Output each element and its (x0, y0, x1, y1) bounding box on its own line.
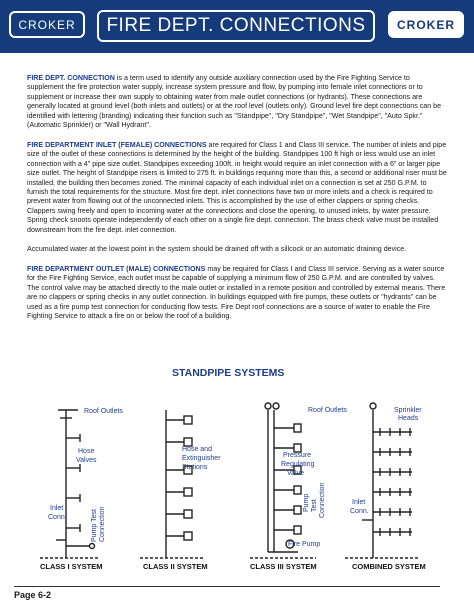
term-fire-dept-connection: FIRE DEPT. CONNECTION (27, 74, 115, 82)
label-fire-pump: Fire Pump (288, 541, 321, 548)
label-pump-test-2-line1: Pump (303, 493, 310, 512)
paragraph-text: Accumulated water at the lowest point in the system should be drained off with a sillcock or an automatic draining device. (27, 245, 407, 254)
class-2-schematic (140, 410, 205, 558)
caption-class-2: CLASS II SYSTEM (143, 562, 208, 571)
label-hose-ext-line1: Hose and (182, 446, 212, 453)
label-roof-outlets-2: Roof Outlets (308, 407, 347, 414)
caption-class-3: CLASS III SYSTEM (250, 562, 317, 571)
label-pump-test-1-line2: Connection (99, 506, 106, 542)
paragraph-drain (27, 245, 447, 254)
body-text (27, 74, 447, 331)
term-outlet-connections: FIRE DEPARTMENT OUTLET (MALE) CONNECTIONS (27, 264, 206, 273)
label-inlet-conn-2-line1: Inlet (352, 499, 366, 506)
paragraph-text: is a term used to identify any outside auxiliary connection used by the Fire Fighting Service to supplement the fire protection water supply, increase system pressure and flow, by pumping into female inlet connections or to supplement or increase their own supply to obtaining water from male outlet connections (or hydrants). These connections are generally located at ground level (both inlets and outlets) or at the roof level (outlets only). Ground level fire dept connections can be identified with lettering (branding) indicating their function such as "Standpipe", "Dry Standpipe", "Wet Standpipe", "Auto Spkr." (Automatic Sprinkler) or "Wall Hydrant". (27, 74, 442, 130)
caption-class-1: CLASS I SYSTEM (40, 562, 103, 571)
label-pump-test-2-line3: Connection (319, 482, 326, 518)
diagram-title: STANDPIPE SYSTEMS (172, 367, 285, 379)
label-hose-ext-line3: Stations (182, 464, 208, 471)
label-inlet-conn-1-line1: Inlet (50, 505, 64, 512)
label-pump-test-1-line1: Pump Test (91, 509, 98, 542)
label-prv-line1: Pressure (283, 452, 312, 459)
label-sprinkler-heads-line1: Sprinkler (394, 407, 422, 414)
paragraph-text: may be required for Class I and Class III service. Serving as a water source for the Fire Fighting Service, each outlet must be capable of supplying a minimum flow of 250 G.P.M. and are controlled by valves. The control valve may be attached directly to the male outlet or installed in a remote position and controlled by external means. There are no clappers or spring checks in any outlet connection. In buildings equipped with fire pumps, these outlets or "hydrants" can be used as a fire pump test connection for conducting flow tests. Fire Dept roof connections are a source of water to enable the Fire Fighting Service to attack a fire on or below the roof of a building. (27, 264, 446, 320)
combined-schematic (345, 403, 420, 558)
page-header (0, 0, 474, 53)
paragraph-text: are required for Class 1 and Class III service. The number of inlets and pipe size of the outlet of these connections is determined by the height of the building. Standpipes 100 ft high or less would use an inlet connection with a 4" pipe size outlet. Standpipes exceeding 100ft. in height would require an inlet connection with a 6" or larger pipe size outlet. The height of Standpipe risers is limited to 275 ft. in buildings requiring more than this, a second or additional riser must be installed, the building then becomes zoned. The minimal capacity of each individual inlet on a connection is set at 250 G.P.M. to furnish the total requirements for the structure. Most fire dept. inlet connections have two or more inlets and a check is required to prevent water from flowing out of the unconnected inlets. This is accomplished by the use of either clappers or spring checks. Clappers swing freely and open to incoming water at the connections and close the opening, to unused inlets, by water pressure. Spring check snoots operate independently of each other on a single fire dept. connection. The brass check valve must be installed downstream from the fire dept. inlet connection. (27, 140, 447, 234)
class-3-schematic (250, 403, 316, 558)
label-roof-outlets-1: Roof Outlets (84, 408, 123, 415)
label-sprinkler-heads-line2: Heads (398, 415, 419, 422)
paragraph-outlet-connections (27, 265, 447, 322)
label-hose-valves-line2: Valves (76, 457, 97, 464)
croker-logo-left (9, 11, 85, 38)
label-inlet-conn-2-line2: Conn. (350, 508, 369, 515)
paragraph-fire-dept-connection (27, 74, 447, 131)
label-inlet-conn-1-line2: Conn. (48, 514, 67, 521)
label-pump-test-2-line2: Test (311, 499, 318, 512)
page-title: FIRE DEPT. CONNECTIONS (106, 15, 366, 36)
label-prv-line2: Regulating (281, 461, 315, 468)
standpipe-systems-diagram (0, 380, 474, 580)
page-title-box (97, 10, 375, 42)
logo-left-text: CROKER (18, 17, 76, 32)
footer-rule (14, 586, 440, 587)
label-hose-valves-line1: Hose (78, 448, 95, 455)
term-inlet-connections: FIRE DEPARTMENT INLET (FEMALE) CONNECTIONS (27, 140, 207, 149)
croker-logo-right (388, 11, 464, 38)
label-hose-ext-line2: Extinguisher (182, 455, 221, 462)
paragraph-inlet-connections (27, 141, 447, 236)
caption-combined: COMBINED SYSTEM (352, 562, 426, 571)
page-number: Page 6-2 (14, 590, 52, 600)
logo-right-text: CROKER (396, 17, 455, 32)
label-prv-line3: Valve (287, 470, 304, 477)
